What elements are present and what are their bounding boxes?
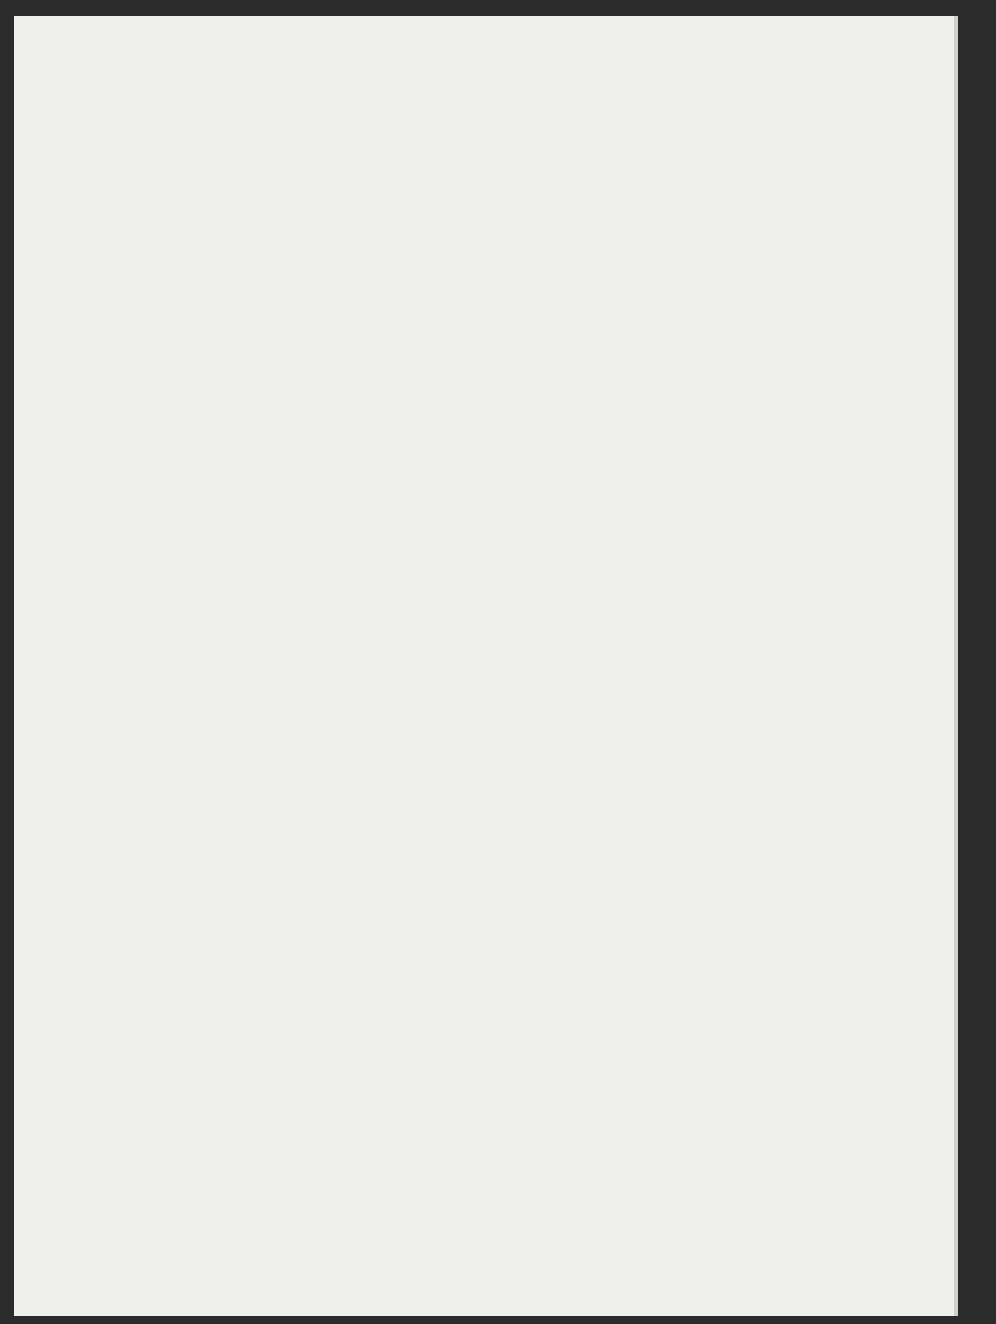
page-text [124,210,658,231]
margin-mark [28,1232,40,1292]
